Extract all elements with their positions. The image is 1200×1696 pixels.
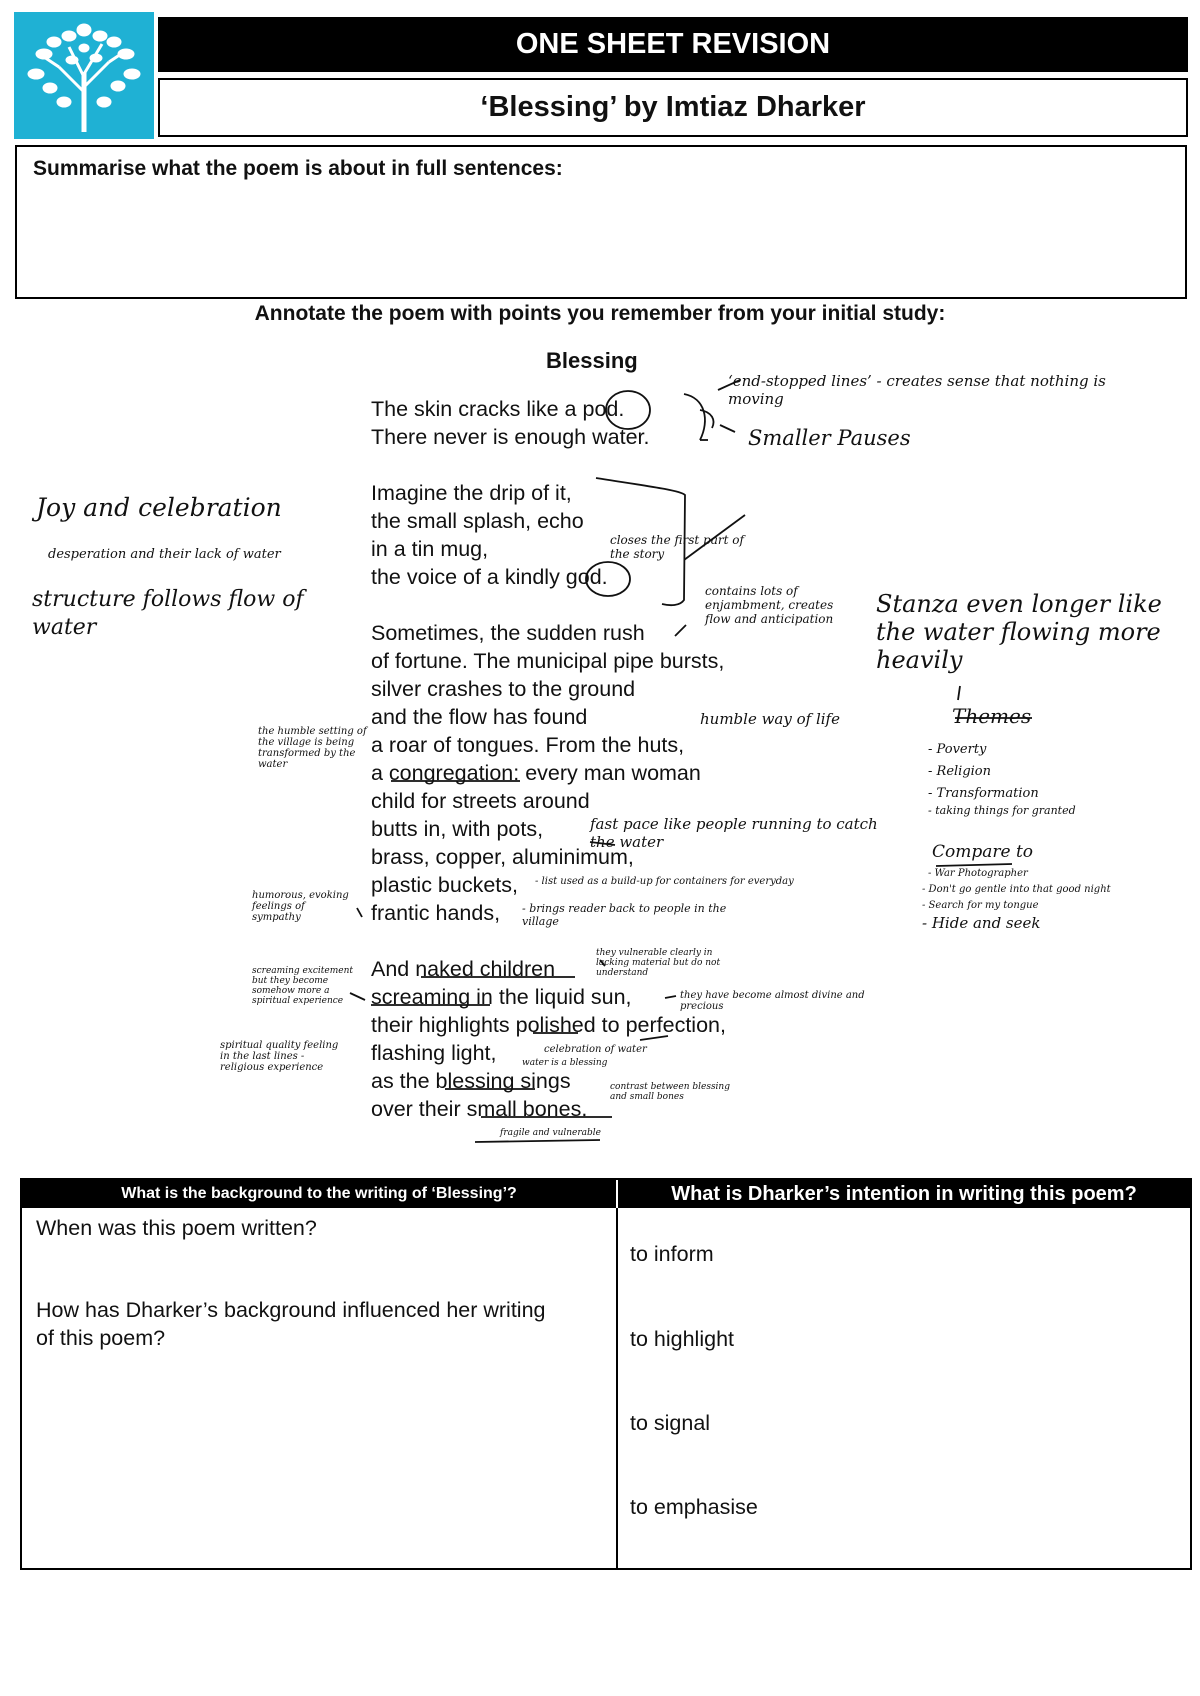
annotation-celebration: celebration of water [544,1044,647,1055]
poem-title: Blessing [546,348,638,373]
annotation-enjambment: contains lots of enjambment, creates flow and anticipation [705,584,834,626]
annotation-theme-item: - Poverty [928,742,987,757]
poem-line: butts in, with pots, [371,817,544,841]
annotation-containers: - list used as a build-up for containers for everyday [535,876,794,887]
poem-line: There never is enough water. [371,425,650,449]
poem-line: silver crashes to the ground [371,677,636,701]
annotation-theme-item: - Transformation [928,786,1039,801]
poem-heading: ‘Blessing’ by Imtiaz Dharker [158,78,1188,137]
bracket-stanza1 [684,394,705,440]
annotation-themes-heading: Themes [952,704,1032,728]
annotation-stanza-longer: Stanza even longer like the water flowing more heavily [876,590,1162,674]
annotation-contrast: contrast between blessing and small bones [610,1082,730,1102]
poem-line: screaming in the liquid sun, [371,985,632,1009]
annotation-theme-item: - Religion [928,764,992,779]
annotation-screaming: screaming excitement but they become somehow more a spiritual experience [252,966,354,1006]
intention-item: to inform [630,1242,714,1266]
annotation-compare-item: - Search for my tongue [922,900,1039,911]
annotation-closes: closes the first part of the story [610,533,744,561]
poem-line: Sometimes, the sudden rush [371,621,645,645]
poem-line: as the blessing sings [371,1069,571,1093]
poem-line: The skin cracks like a pod. [371,397,625,421]
summary-prompt: Summarise what the poem is about in full sentences: [33,157,563,180]
annotation-precious: they have become almost divine and precious [680,990,865,1012]
column-divider [616,1208,618,1568]
annotation-humble: humble way of life [700,710,840,728]
question-when-written: When was this poem written? [36,1216,317,1240]
circle-god [586,562,630,596]
annotation-joy: Joy and celebration [36,493,282,522]
annotate-instruction: Annotate the poem with points you remember from your initial study: [254,302,946,325]
background-table [20,1178,1192,1570]
poem-line: child for streets around [371,789,590,813]
poem-line: a congregation: every man woman [371,761,701,785]
poem-line: flashing light, [371,1041,497,1065]
annotation-fragile: fragile and vulnerable [500,1128,602,1138]
circle-pod [606,391,650,429]
annotation-compare-heading: Compare to [932,842,1034,862]
poem-line: of fortune. The municipal pipe bursts, [371,649,725,673]
poem-line: over their small bones. [371,1097,588,1121]
intention-header: What is Dharker’s intention in writing this poem? [618,1180,1190,1208]
poem-line: Imagine the drip of it, [371,481,572,505]
annotation-village: the humble setting of the village is being transformed by the water [258,726,367,770]
poem-line: a roar of tongues. From the huts, [371,733,685,757]
poem-line: and the flow has found [371,705,588,729]
poem-line: And naked children [371,957,556,981]
intention-item: to emphasise [630,1495,758,1519]
annotation-desperation: desperation and their lack of water [48,547,281,562]
annotation-sympathy: humorous, evoking feelings of sympathy [252,890,349,923]
poem-line: frantic hands, [371,901,501,925]
annotation-smaller-pauses: Smaller Pauses [748,426,911,450]
poem-line: brass, copper, aluminimum, [371,845,634,869]
annotation-structure: structure follows flow of water [32,587,304,640]
intention-item: to highlight [630,1327,734,1351]
annotation-spiritual: spiritual quality feeling in the last lines - religious experience [220,1040,339,1073]
annotation-compare-item: - War Photographer [928,868,1028,879]
annotation-fast-pace: fast pace like people running to catch the water [590,815,878,851]
question-background: How has Dharker’s background influenced her writing of this poem? [36,1298,546,1350]
annotation-children: they vulnerable clearly in lacking material but do not understand [596,948,721,978]
intention-item: to signal [630,1411,711,1435]
page-title: ONE SHEET REVISION [158,17,1188,72]
poem-line: plastic buckets, [371,873,518,897]
annotation-hands: - brings reader back to people in the village [522,902,727,928]
annotation-end-stopped: ‘end-stopped lines’ - creates sense that nothing is moving [728,372,1106,408]
annotation-compare-item: - Hide and seek [922,914,1041,932]
annotation-blessing: water is a blessing [522,1058,608,1068]
poem-line: the small splash, echo [371,509,584,533]
poem-line: their highlights polished to perfection, [371,1013,726,1037]
annotation-compare-item: - Don't go gentle into that good night [922,884,1111,895]
poem-line: in a tin mug, [371,537,489,561]
background-header: What is the background to the writing of ‘Blessing’? [22,1180,616,1208]
annotation-theme-item: - taking things for granted [928,804,1076,817]
poem-line: the voice of a kindly god. [371,565,608,589]
